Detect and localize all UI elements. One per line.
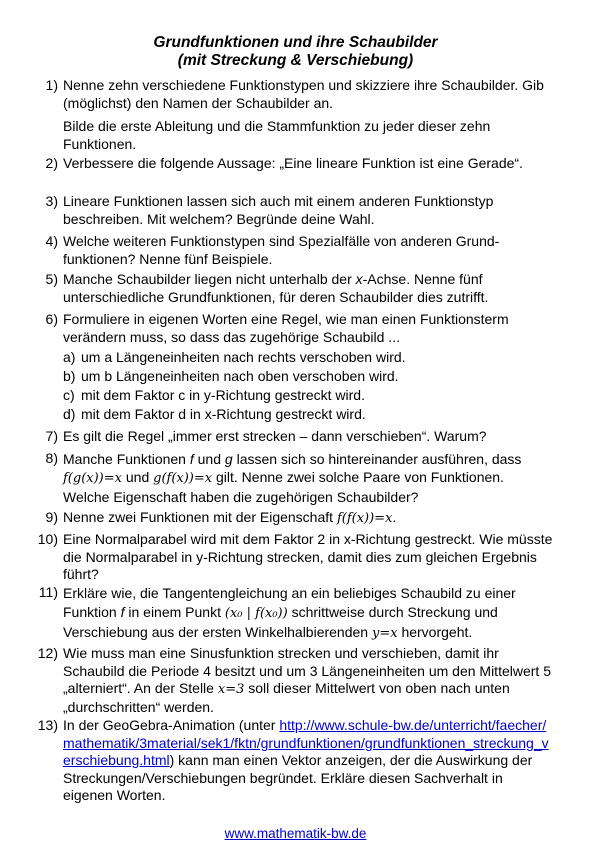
text-span: ) kann man einen Vektor anzeigen, der die Auswirkung der Streckungen/Verschiebungen begründet. Erkläre diesen Sachverhalt in eigenen Worten. <box>63 752 533 803</box>
text-span: Nenne zwei Funktionen mit der Eigenschaft <box>63 509 337 525</box>
text-span: Wie muss man eine Sinusfunktion strecken und verschieben, damit ihr Schaubild die Periode 4 besitzt und um 3 Längeneinheiten um den Mittelwert 5 „alterniert“. An der Stelle <box>63 645 551 696</box>
text-span: hervorgeht. <box>397 624 473 640</box>
task-number: 9) <box>45 509 58 525</box>
sub-item-letter: c) <box>63 387 75 403</box>
task-text <box>63 717 553 805</box>
sub-item-text: mit dem Faktor d in x-Richtung gestreckt wird. <box>81 406 366 422</box>
sub-item <box>63 368 553 386</box>
footer-link[interactable]: www.mathematik-bw.de <box>224 826 367 841</box>
math-formula: (x₀ | f(x₀)) <box>224 606 288 621</box>
task-text <box>63 645 553 716</box>
text-span: Manche Schaubilder liegen nicht unterhalb der <box>63 271 356 287</box>
task-text: Welche weiteren Funktionstypen sind Spezialfälle von anderen Grund-funktionen? Nenne fünf Beispiele. <box>63 233 500 267</box>
text-span: und <box>193 451 225 467</box>
math-formula: g(f(x))=x <box>153 471 213 486</box>
sub-item <box>63 387 553 405</box>
task-number: 1) <box>45 77 58 93</box>
task-text: Eine Normalparabel wird mit dem Faktor 2 in x-Richtung gestreckt. Wie müsste die Normalparabel in y-Richtung strecken, damit dies zum gleichen Ergebnis führt? <box>63 531 553 582</box>
math-variable: f <box>189 451 194 467</box>
text-span: und <box>121 469 154 485</box>
task-paragraph: Bilde die erste Ableitung und die Stammfunktion zu jeder dieser zehn Funktionen. <box>63 118 491 152</box>
sub-item-text: um a Längeneinheiten nach rechts verschoben wird. <box>81 349 406 365</box>
math-formula: f(g(x))=x <box>63 471 122 486</box>
task-text <box>63 509 553 528</box>
math-variable: g <box>224 451 233 467</box>
task-number: 13) <box>37 717 58 733</box>
sub-item-text: mit dem Faktor c in y-Richtung gestreckt wird. <box>81 387 365 403</box>
title-line-2: (mit Streckung & Verschiebung) <box>177 52 414 69</box>
task-text <box>63 450 553 506</box>
sub-item-letter: a) <box>63 349 76 365</box>
task-number: 2) <box>45 155 58 171</box>
task-number: 8) <box>45 450 58 466</box>
text-span: schrittweise durch Streckung und Verschiebung aus der ersten Winkelhalbierenden <box>63 604 498 640</box>
task-paragraph: Nenne zehn verschiedene Funktionstypen und skizziere ihre Schaubilder. Gib (möglichst) den Namen der Schaubilder an. <box>63 77 544 111</box>
task-number: 11) <box>38 584 58 600</box>
page-title <box>0 34 591 70</box>
title-line-1: Grundfunktionen und ihre Schaubilder <box>153 34 438 51</box>
math-formula: f(f(x))=x <box>336 511 393 526</box>
math-variable: x <box>355 271 363 287</box>
task-number: 4) <box>45 233 58 249</box>
sub-item <box>63 406 553 424</box>
task-number: 10) <box>37 531 58 547</box>
text-span: . <box>392 509 397 525</box>
sub-item-letter: b) <box>63 368 76 384</box>
task-text: Verbessere die folgende Aussage: „Eine lineare Funktion ist eine Gerade“. <box>63 155 523 171</box>
task-text <box>63 271 553 306</box>
footer <box>0 826 591 841</box>
task-text: Formuliere in eigenen Worten eine Regel, wie man einen Funktionsterm verändern muss, so dass das zugehörige Schaubild ... <box>63 311 509 345</box>
sub-item-text: um b Längeneinheiten nach oben verschoben wird. <box>81 368 399 384</box>
text-span: in einem Punkt <box>124 604 225 620</box>
text-span: gilt. Nenne zwei solche Paare von Funktionen. Welche Eigenschaft haben die zugehörigen Schaubilder? <box>63 469 504 505</box>
text-span: -Achse. Nenne fünf unterschiedliche Grundfunktionen, für deren Schaubilder dies zutrifft. <box>63 271 489 305</box>
task-text: Es gilt die Regel „immer erst strecken – dann verschieben“. Warum? <box>63 428 487 444</box>
text-span: soll dieser Mittelwert von oben nach unten „durchschritten“ werden. <box>63 680 510 715</box>
task-text <box>63 77 553 153</box>
task-number: 12) <box>37 645 58 661</box>
math-formula: x=3 <box>217 682 245 697</box>
sub-item-letter: d) <box>63 406 76 422</box>
task-number: 7) <box>45 428 58 444</box>
task-text <box>63 584 553 643</box>
text-span: In der GeoGebra-Animation (unter <box>63 717 280 733</box>
task-number: 3) <box>45 193 58 209</box>
text-span: Erkläre wie, die Tangentengleichung an ein beliebiges Schaubild zu einer Funktion <box>63 585 516 620</box>
sub-item <box>63 349 553 367</box>
text-span: Manche Funktionen <box>63 451 190 467</box>
math-variable: f <box>120 604 125 620</box>
task-text: Lineare Funktionen lassen sich auch mit einem anderen Funktionstyp beschreiben. Mit welchem? Begründe deine Wahl. <box>63 193 494 227</box>
math-formula: y=x <box>371 626 398 641</box>
task-number: 5) <box>45 271 58 287</box>
task-number: 6) <box>45 311 58 327</box>
geogebra-link[interactable]: http://www.schule-bw.de/unterricht/faecher/mathematik/3material/sek1/fktn/grundfunktionen/grundfunktionen_streckung_verschiebung.html <box>63 717 549 768</box>
text-span: lassen sich so hintereinander ausführen, dass <box>232 451 522 467</box>
